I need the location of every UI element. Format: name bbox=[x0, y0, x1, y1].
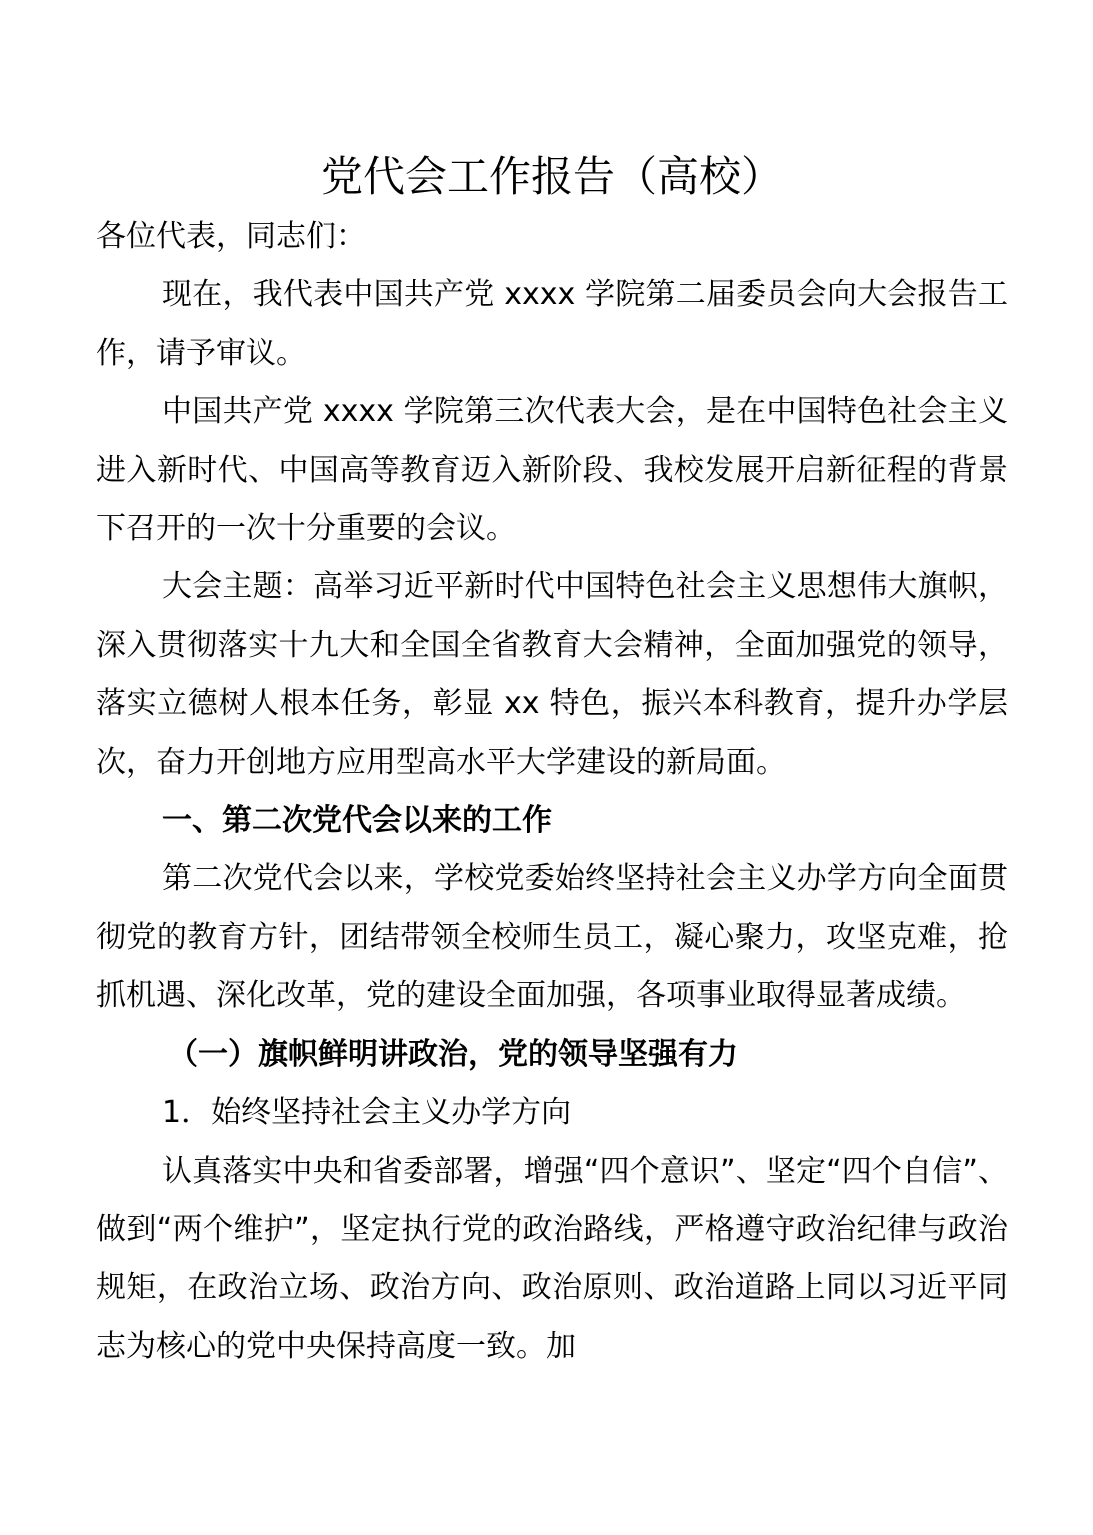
paragraph-report-intro: 现在，我代表中国共产党 xxxx 学院第二届委员会向大会报告工作，请予审议。 bbox=[96, 277, 1008, 371]
paragraph-congress-background: 中国共产党 xxxx 学院第三次代表大会，是在中国特色社会主义进入新时代、中国高等教育迈入新阶段、我校发展开启新征程的背景下召开的一次十分重要的会议。 bbox=[96, 394, 1008, 547]
subsection-heading-1: （一）旗帜鲜明讲政治，党的领导坚强有力 bbox=[168, 1036, 738, 1072]
section-heading-1: 一、第二次党代会以来的工作 bbox=[162, 803, 552, 839]
document-title: 党代会工作报告（高校） bbox=[320, 152, 783, 201]
paragraph-political-direction: 认真落实中央和省委部署，增强“四个意识”、坚定“四个自信”、做到“两个维护”，坚定执行党的政治路线，严格遵守政治纪律与政治规矩，在政治立场、政治方向、政治原则、政治道路上同以习近平同志为核心的党中央保持高度一致。加 bbox=[96, 1153, 1008, 1364]
paragraph-achievements: 第二次党代会以来，学校党委始终坚持社会主义办学方向全面贯彻党的教育方针，团结带领全校师生员工，凝心聚力，攻坚克难，抢抓机遇、深化改革，党的建设全面加强，各项事业取得显著成绩。 bbox=[96, 861, 1008, 1014]
salutation: 各位代表，同志们： bbox=[96, 219, 366, 254]
paragraph-congress-theme: 大会主题：高举习近平新时代中国特色社会主义思想伟大旗帜，深入贯彻落实十九大和全国全省教育大会精神，全面加强党的领导，落实立德树人根本任务，彰显 xx 特色，振兴本科教育，提升办学层次，奋力开创地方应用型高水平大学建设的新局面。 bbox=[96, 569, 1008, 780]
item-heading-1: 1．始终坚持社会主义办学方向 bbox=[162, 1095, 572, 1131]
document-body bbox=[96, 146, 1008, 1376]
